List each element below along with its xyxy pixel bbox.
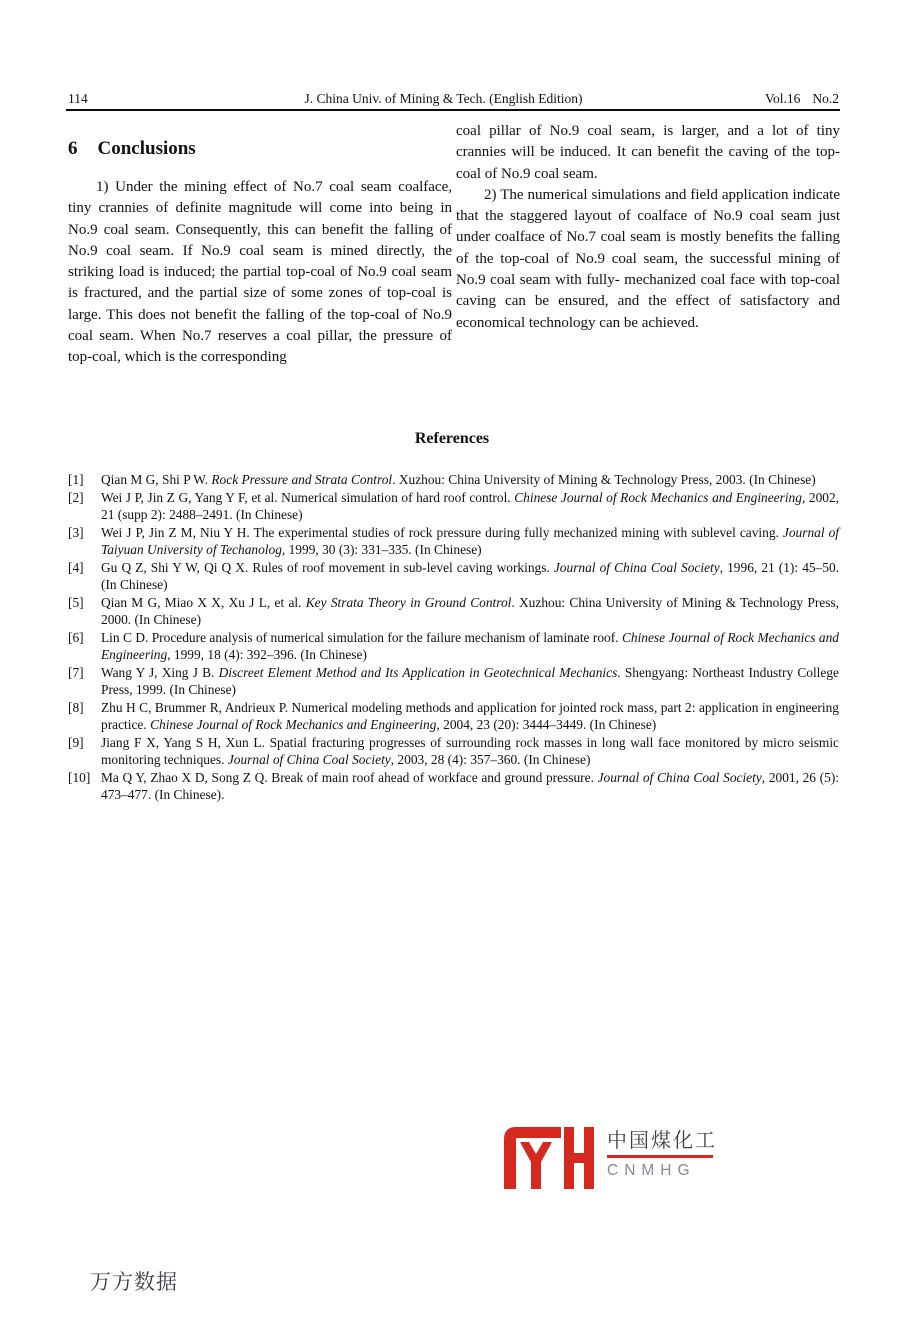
reference-text: Qian M G, Miao X X, Xu J L, et al. xyxy=(101,594,306,610)
reference-text: , 1999, 18 (4): 392–396. (In Chinese) xyxy=(167,647,367,662)
reference-item xyxy=(68,471,839,489)
reference-text: , 2001, 26 (5): 473–477. (In Chinese). xyxy=(101,769,840,802)
reference-label: [3] xyxy=(68,524,84,540)
reference-item xyxy=(68,629,839,664)
reference-item xyxy=(68,769,839,804)
logo-divider xyxy=(607,1155,713,1158)
section-title: Conclusions xyxy=(97,138,196,159)
page-number: 114 xyxy=(68,91,88,106)
reference-source-italic: Chinese Journal of Rock Mechanics and Engineering xyxy=(101,629,839,662)
reference-label: [6] xyxy=(68,629,84,645)
cnmhg-logo-icon xyxy=(504,1127,594,1189)
reference-label: [1] xyxy=(68,472,84,487)
header-rule xyxy=(66,109,840,111)
reference-text: . Xuzhou: China University of Mining & Technology Press, 2000. (In Chinese) xyxy=(101,594,839,627)
reference-text: , 2004, 23 (20): 3444–3449. (In Chinese) xyxy=(436,717,657,732)
reference-item xyxy=(68,734,839,769)
reference-text: , 2003, 28 (4): 357–360. (In Chinese) xyxy=(390,752,591,767)
reference-text: Qian M G, Shi P W. xyxy=(101,472,212,487)
section-number: 6 xyxy=(68,138,78,159)
reference-source-italic: Chinese Journal of Rock Mechanics and Engineering xyxy=(150,717,437,732)
reference-source-italic: Rock Pressure and Strata Control xyxy=(211,472,393,487)
conclusions-right-column xyxy=(456,121,840,334)
reference-text: Jiang F X, Yang S H, Xun L. Spatial fracturing progresses of surrounding rock masses in long wall face monitored by micro seismic monitoring techniques. xyxy=(101,734,839,767)
reference-text: . Xuzhou: China University of Mining & Technology Press, 2003. (In Chinese) xyxy=(392,472,816,487)
reference-item xyxy=(68,489,839,524)
volume-issue xyxy=(729,91,839,107)
reference-item xyxy=(68,699,839,734)
volume: Vol.16 xyxy=(764,91,801,106)
reference-label: [7] xyxy=(68,664,84,680)
reference-text: Gu Q Z, Shi Y W, Qi Q X. Rules of roof movement in sub-level caving workings. xyxy=(101,559,554,575)
reference-source-italic: Journal of Taiyuan University of Techanolog xyxy=(101,524,839,557)
reference-label: [4] xyxy=(68,559,84,575)
reference-text: , 1999, 30 (3): 331–335. (In Chinese) xyxy=(281,542,482,557)
issue: No.2 xyxy=(812,91,839,106)
logo-chinese-text: 中国煤化工 xyxy=(607,1130,717,1152)
reference-source-italic: Chinese Journal of Rock Mechanics and Engineering xyxy=(514,489,802,505)
logo-text-block xyxy=(607,1127,717,1180)
reference-text: Wang Y J, Xing J B. xyxy=(101,664,219,680)
journal-title: J. China Univ. of Mining & Tech. (English Edition) xyxy=(304,91,583,106)
reference-source-italic: Discreet Element Method and Its Application in Geotechnical Mechanics xyxy=(218,664,618,680)
reference-text: , 1996, 21 (1): 45–50. (In Chinese) xyxy=(101,559,840,592)
references-title: References xyxy=(414,430,490,447)
reference-label: [10] xyxy=(68,769,91,785)
reference-source-italic: Journal of China Coal Society xyxy=(597,769,762,785)
reference-source-italic: Key Strata Theory in Ground Control xyxy=(305,594,512,610)
publisher-logo xyxy=(504,1127,717,1189)
reference-text: Ma Q Y, Zhao X D, Song Z Q. Break of main roof ahead of workface and ground pressure. xyxy=(101,769,598,785)
wanfang-watermark: 万方数据 xyxy=(90,1271,178,1294)
reference-label: [5] xyxy=(68,594,84,610)
references-list xyxy=(68,471,839,804)
section-heading xyxy=(68,138,452,160)
reference-text: Wei J P, Jin Z G, Yang Y F, et al. Numerical simulation of hard roof control. xyxy=(101,489,515,505)
reference-source-italic: Journal of China Coal Society xyxy=(227,752,391,767)
reference-item xyxy=(68,524,839,559)
reference-text: Zhu H C, Brummer R, Andrieux P. Numerical modeling methods and application for jointed rock mass, part 2: application in engineering practice. xyxy=(101,699,839,732)
logo-latin-text: CNMHG xyxy=(607,1161,696,1179)
conclusions-paragraph-2: 2) The numerical simulations and field application indicate that the staggered layout of coalface of No.9 coal seam just under coalface of No.7 coal seam is mostly benefits the falling of the top-coal of No.9 coal seam, the successful mining of No.9 coal seam with fully- mechanized coal face with top-coal caving can be ensured, and the effect of satisfactory and economical technology can be achieved. xyxy=(456,186,840,331)
reference-label: [8] xyxy=(68,699,84,715)
conclusions-paragraph-1: 1) Under the mining effect of No.7 coal seam coalface, tiny crannies of definite magnitude will come into being in No.9 coal seam. Consequently, this can benefit the falling of No.9 coal seam. If No.9 coal seam is mined directly, the striking load is induced; the partial top-coal of No.9 coal seam is fractured, and the partial size of some zones of top-coal is large. This does not benefit the falling of the top-coal of No.9 coal seam. When No.7 reserves a coal pillar, the pressure of top-coal, which is the corresponding xyxy=(68,179,452,366)
reference-item xyxy=(68,559,839,594)
conclusions-left-column xyxy=(68,138,452,369)
reference-label: [2] xyxy=(68,489,84,505)
running-head xyxy=(68,91,839,107)
reference-text: , 2002, 21 (supp 2): 2488–2491. (In Chinese) xyxy=(101,489,840,522)
conclusions-paragraph-1-continued: coal pillar of No.9 coal seam, is larger, and a lot of tiny crannies will be induced. It can benefit the caving of the top-coal of No.9 coal seam. xyxy=(456,123,840,182)
reference-source-italic: Journal of China Coal Society xyxy=(553,559,720,575)
reference-label: [9] xyxy=(68,734,84,750)
reference-item xyxy=(68,664,839,699)
reference-text: . Shengyang: Northeast Industry College Press, 1999. (In Chinese) xyxy=(101,664,839,697)
reference-text: Wei J P, Jin Z M, Niu Y H. The experimental studies of rock pressure during fully mechanized mining with sublevel caving. xyxy=(101,524,783,540)
reference-item xyxy=(68,594,839,629)
reference-text: Lin C D. Procedure analysis of numerical simulation for the failure mechanism of laminate roof. xyxy=(101,629,622,645)
